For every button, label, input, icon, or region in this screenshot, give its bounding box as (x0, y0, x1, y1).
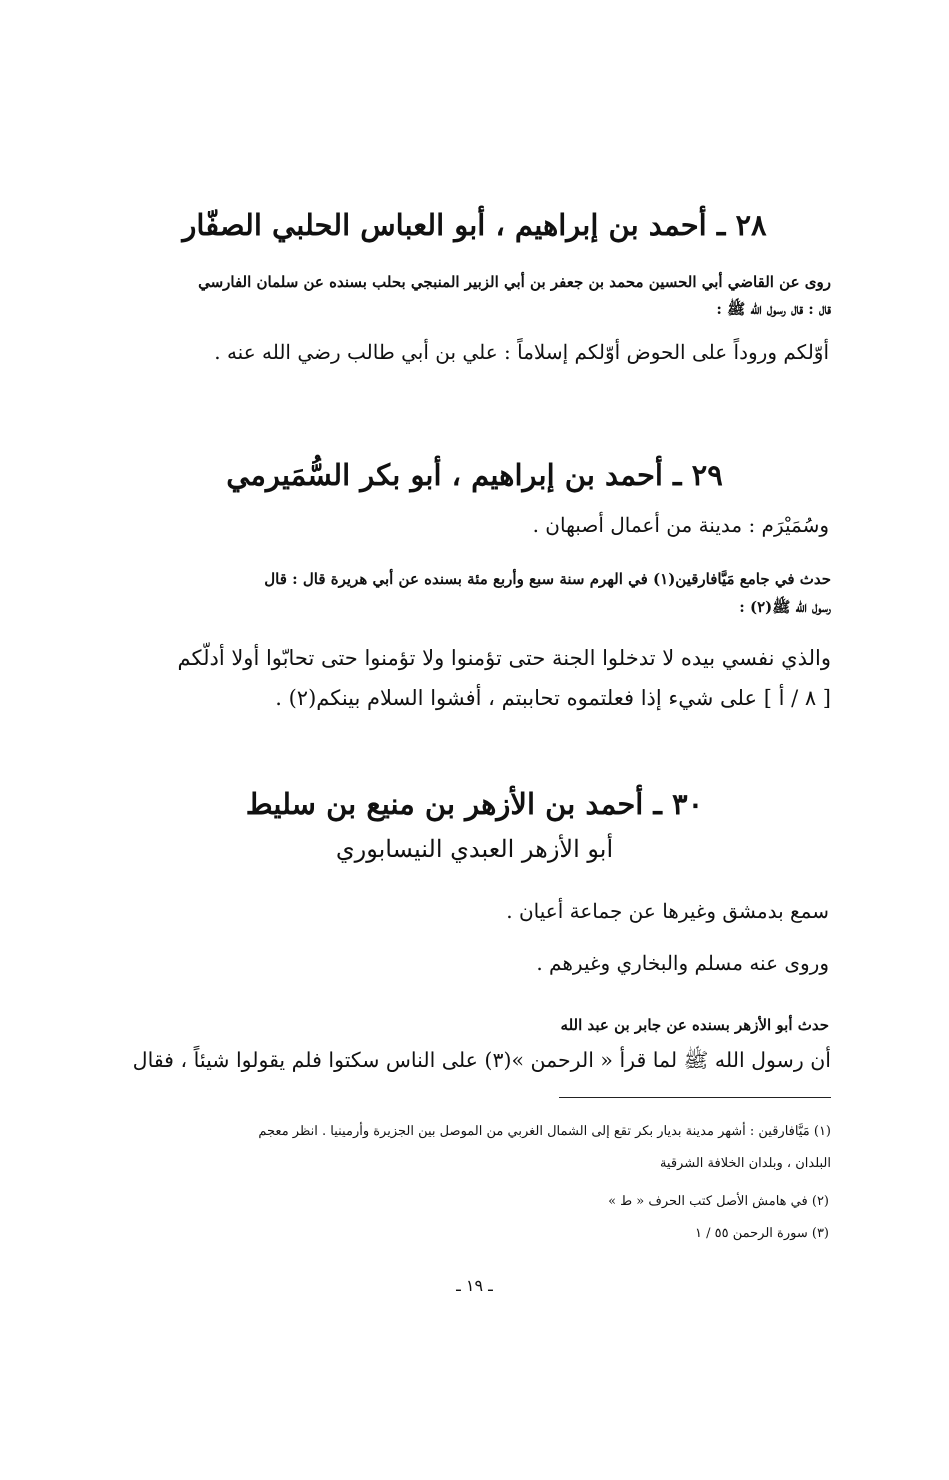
entry-29-hadith-line-1: والذي نفسي بيده لا تدخلوا الجنة حتى تؤمنوا ولا تؤمنوا حتى تحابّوا أولا أدلّكم (177, 646, 831, 670)
entry-28-isnad-line-2: قال : قال رسول الله ﷺ : (716, 300, 831, 318)
footnote-1-line-2: البلدان ، وبلدان الخلافة الشرقية (659, 1156, 831, 1171)
entry-29-isnad-line-2: رسول الله ﷺ(٢) : (739, 598, 831, 616)
entry-28-heading: ٢٨ ـ أحمد بن إبراهيم ، أبو العباس الحلبي الصفّار (182, 208, 767, 242)
footnote-2: (٢) في هامش الأصل كتب الحرف « ط » (608, 1194, 829, 1209)
entry-29-heading: ٢٩ ـ أحمد بن إبراهيم ، أبو بكر السُّمَيرمي (226, 458, 723, 492)
entry-30-heading: ٣٠ ـ أحمد بن الأزهر بن منيع بن سليط (245, 787, 704, 821)
entry-30-line-3: حدث أبو الأزهر بسنده عن جابر بن عبد الله (560, 1016, 829, 1034)
entry-28-isnad-line-1: روى عن القاضي أبي الحسين محمد بن جعفر بن أبي الزبير المنبجي بحلب بسنده عن سلمان الفارسي (198, 273, 831, 291)
entry-30-line-4: أن رسول الله ﷺ لما قرأ « الرحمن »(٣) على الناس سكتوا فلم يقولوا شيئاً ، فقال (132, 1048, 831, 1072)
footnote-1-line-1: (١) مَيَّافارقين : أشهر مدينة بديار بكر تقع إلى الشمال الغربي من الموصل بين الجزيرة وأرمينيا . انظر معجم (258, 1124, 831, 1139)
entry-30-line-2: وروى عنه مسلم والبخاري وغيرهم . (536, 951, 829, 975)
footnote-3: (٣) سورة الرحمن ٥٥ / ١ (694, 1226, 829, 1241)
entry-29-note: وسُمَيْرَم : مدينة من أعمال أصبهان . (532, 513, 829, 537)
entry-28-hadith: أوّلكم وروداً على الحوض أوّلكم إسلاماً : علي بن أبي طالب رضي الله عنه . (214, 340, 829, 364)
entry-29-hadith-line-2: [ ٨ / أ ] على شيء إذا فعلتموه تحاببتم ، أفشوا السلام بينكم(٢) . (275, 686, 831, 710)
footnote-divider (559, 1097, 831, 1098)
entry-29-isnad-line-1: حدث في جامع مَيَّافارقين(١) في الهرم سنة سبع وأربع مئة بسنده عن أبي هريرة قال : قال (264, 570, 831, 588)
page-number: ـ ١٩ ـ (456, 1276, 493, 1295)
entry-30-line-1: سمع بدمشق وغيرها عن جماعة أعيان . (506, 899, 829, 923)
entry-30-subheading: أبو الأزهر العبدي النيسابوري (335, 835, 614, 863)
